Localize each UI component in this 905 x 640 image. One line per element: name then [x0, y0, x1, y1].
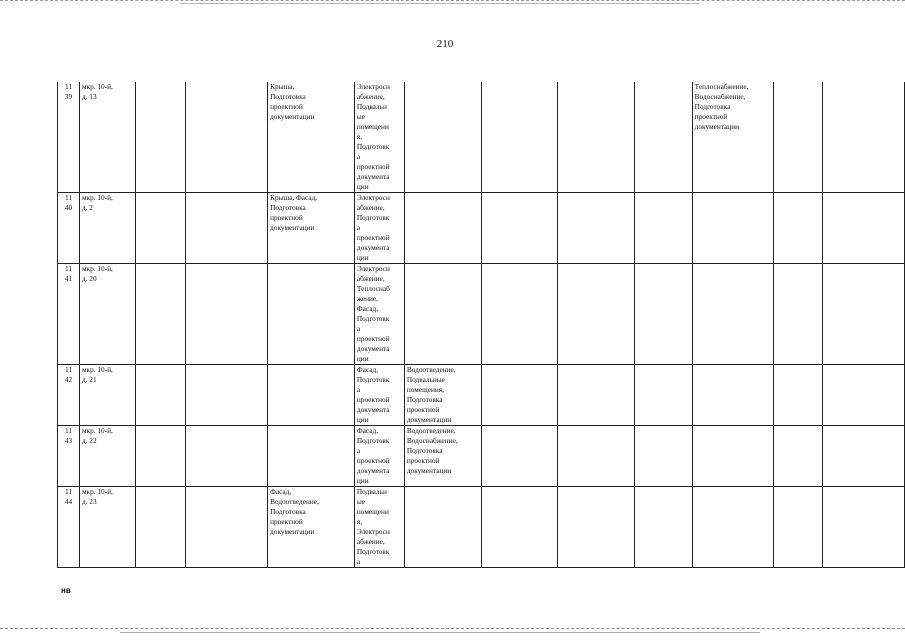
row-number-cell: 11 43 — [58, 426, 80, 487]
empty-cell — [558, 487, 635, 568]
empty-cell — [634, 426, 692, 487]
table-row — [58, 426, 905, 487]
row-number-cell: 11 41 — [58, 264, 80, 365]
empty-cell — [135, 426, 185, 487]
empty-cell — [558, 82, 635, 193]
empty-cell — [634, 264, 692, 365]
works-cell: Электросн абжение, Теплоснаб жение, Фасад, Подготовк а проектной документа ции — [354, 264, 404, 365]
works-cell — [404, 82, 481, 193]
works-cell: Теплоснабжение, Водоснабжение, Подготовка проектной документации — [692, 82, 773, 193]
table-row — [58, 82, 905, 193]
empty-cell — [185, 82, 268, 193]
empty-cell — [773, 193, 823, 264]
works-cell: Электросн абжение, Подвальн ые помещени я, Подготовк а проектной документа ции — [354, 82, 404, 193]
works-cell: Фасад, Подготовк а проектной документа ции — [354, 426, 404, 487]
empty-cell — [823, 193, 905, 264]
empty-cell — [185, 193, 268, 264]
empty-cell — [185, 487, 268, 568]
footer-mark: нв — [61, 586, 71, 595]
row-number-cell: 11 39 — [58, 82, 80, 193]
capital-repair-table — [57, 82, 905, 568]
empty-cell — [634, 365, 692, 426]
row-number-cell: 11 44 — [58, 487, 80, 568]
empty-cell — [481, 487, 558, 568]
empty-cell — [135, 193, 185, 264]
works-cell: Электросн абжение, Подготовк а проектной документа ции — [354, 193, 404, 264]
empty-cell — [481, 426, 558, 487]
empty-cell — [773, 82, 823, 193]
works-cell — [268, 264, 355, 365]
empty-cell — [185, 426, 268, 487]
works-cell: Крыша, Подготовка проектной документации — [268, 82, 355, 193]
works-cell — [268, 426, 355, 487]
empty-cell — [634, 193, 692, 264]
table-body — [58, 82, 905, 568]
works-cell — [404, 264, 481, 365]
row-number-cell: 11 42 — [58, 365, 80, 426]
table-row — [58, 365, 905, 426]
works-cell — [692, 426, 773, 487]
scan-edge-top — [0, 0, 905, 9]
empty-cell — [823, 82, 905, 193]
address-cell: мкр. 10-й, д. 2 — [79, 193, 135, 264]
address-cell: мкр. 10-й, д. 13 — [79, 82, 135, 193]
empty-cell — [823, 264, 905, 365]
empty-cell — [135, 487, 185, 568]
address-cell: мкр. 10-й, д. 21 — [79, 365, 135, 426]
empty-cell — [481, 82, 558, 193]
table-row — [58, 264, 905, 365]
works-cell: Крыша, Фасад, Подготовка проектной документации — [268, 193, 355, 264]
empty-cell — [558, 264, 635, 365]
works-cell: Фасад, Водоотведение, Подготовка проектной документации — [268, 487, 355, 568]
empty-cell — [558, 193, 635, 264]
empty-cell — [481, 365, 558, 426]
works-cell: Подвальн ые помещени я, Электросн абжение, Подготовк а — [354, 487, 404, 568]
empty-cell — [773, 264, 823, 365]
empty-cell — [634, 82, 692, 193]
empty-cell — [773, 426, 823, 487]
works-cell: Водоотведение, Подвальные помещения, Подготовка проектной документации — [404, 365, 481, 426]
works-cell — [692, 193, 773, 264]
empty-cell — [773, 487, 823, 568]
works-cell: Водоотведение, Водоснабжение, Подготовка проектной документации — [404, 426, 481, 487]
address-cell: мкр. 10-й, д. 20 — [79, 264, 135, 365]
empty-cell — [823, 426, 905, 487]
table-row — [58, 487, 905, 568]
empty-cell — [558, 426, 635, 487]
works-cell — [692, 487, 773, 568]
empty-cell — [773, 365, 823, 426]
table-row — [58, 193, 905, 264]
page-number: 210 — [436, 38, 454, 50]
works-cell — [404, 193, 481, 264]
scan-edge-bottom — [0, 628, 905, 637]
empty-cell — [481, 264, 558, 365]
empty-cell — [135, 365, 185, 426]
empty-cell — [823, 365, 905, 426]
works-cell — [692, 264, 773, 365]
address-cell: мкр. 10-й, д. 22 — [79, 426, 135, 487]
empty-cell — [634, 487, 692, 568]
works-cell — [404, 487, 481, 568]
empty-cell — [558, 365, 635, 426]
empty-cell — [135, 82, 185, 193]
works-cell — [268, 365, 355, 426]
empty-cell — [185, 365, 268, 426]
empty-cell — [481, 193, 558, 264]
empty-cell — [823, 487, 905, 568]
works-cell — [692, 365, 773, 426]
address-cell: мкр. 10-й, д. 23 — [79, 487, 135, 568]
empty-cell — [185, 264, 268, 365]
works-cell: Фасад, Подготовк а проектной документа ции — [354, 365, 404, 426]
empty-cell — [135, 264, 185, 365]
row-number-cell: 11 40 — [58, 193, 80, 264]
